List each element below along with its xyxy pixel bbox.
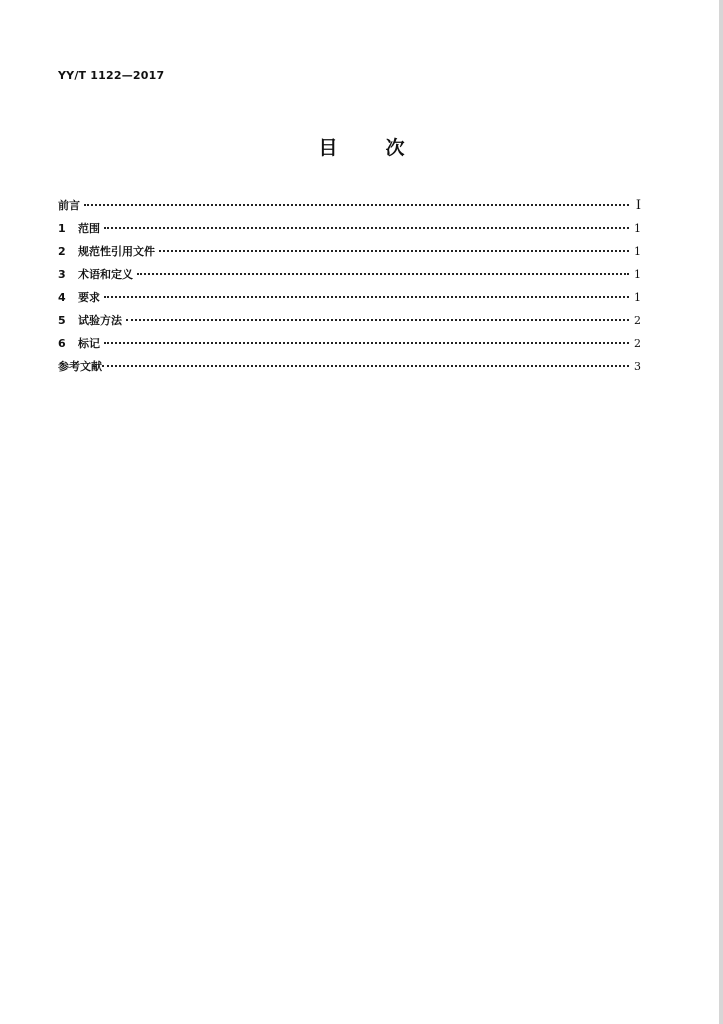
toc-entry-label: 前言 bbox=[58, 199, 80, 212]
standard-code: YY/T 1122—2017 bbox=[58, 69, 165, 82]
toc-entry-page: Ⅰ bbox=[635, 198, 641, 213]
toc-entry-label: 术语和定义 bbox=[78, 268, 133, 281]
toc-entry-number: 6 bbox=[58, 337, 66, 350]
toc-leader-dots bbox=[104, 342, 629, 344]
toc-entry-number: 1 bbox=[58, 222, 66, 235]
toc-leader-dots bbox=[126, 319, 629, 321]
toc-entry-page: 1 bbox=[634, 222, 641, 235]
toc-leader-dots bbox=[84, 204, 629, 206]
toc-entry-page: 1 bbox=[634, 268, 641, 281]
toc-entry-terms-definitions[interactable] bbox=[58, 266, 641, 289]
toc-title bbox=[0, 133, 723, 160]
toc-entry-test-methods[interactable] bbox=[58, 312, 641, 335]
toc-entry-number: 2 bbox=[58, 245, 66, 258]
toc-entry-label: 要求 bbox=[78, 291, 100, 304]
toc-entry-marking[interactable] bbox=[58, 335, 641, 358]
toc-leader-dots bbox=[104, 227, 629, 229]
toc-entry-label: 规范性引用文件 bbox=[78, 245, 155, 258]
toc-entry-normative-references[interactable] bbox=[58, 243, 641, 266]
toc-entry-label: 标记 bbox=[78, 337, 100, 350]
toc-entry-foreword[interactable] bbox=[58, 197, 641, 220]
toc-entry-scope[interactable] bbox=[58, 220, 641, 243]
table-of-contents bbox=[58, 197, 641, 381]
toc-entry-label: 范围 bbox=[78, 222, 100, 235]
toc-entry-number: 3 bbox=[58, 268, 66, 281]
toc-entry-label: 试验方法 bbox=[78, 314, 122, 327]
toc-title-char-2: 次 bbox=[385, 137, 405, 159]
toc-title-char-1: 目 bbox=[318, 137, 338, 159]
toc-leader-dots bbox=[137, 273, 629, 275]
toc-entry-requirements[interactable] bbox=[58, 289, 641, 312]
toc-leader-dots bbox=[159, 250, 629, 252]
toc-leader-dots bbox=[102, 365, 629, 367]
toc-entry-label: 参考文献 bbox=[58, 360, 102, 373]
toc-entry-number: 4 bbox=[58, 291, 66, 304]
toc-leader-dots bbox=[104, 296, 629, 298]
toc-entry-bibliography[interactable] bbox=[58, 358, 641, 381]
toc-entry-page: 2 bbox=[634, 337, 641, 350]
toc-entry-page: 1 bbox=[634, 245, 641, 258]
toc-entry-page: 2 bbox=[634, 314, 641, 327]
toc-entry-page: 1 bbox=[634, 291, 641, 304]
toc-entry-page: 3 bbox=[634, 360, 641, 373]
toc-entry-number: 5 bbox=[58, 314, 66, 327]
